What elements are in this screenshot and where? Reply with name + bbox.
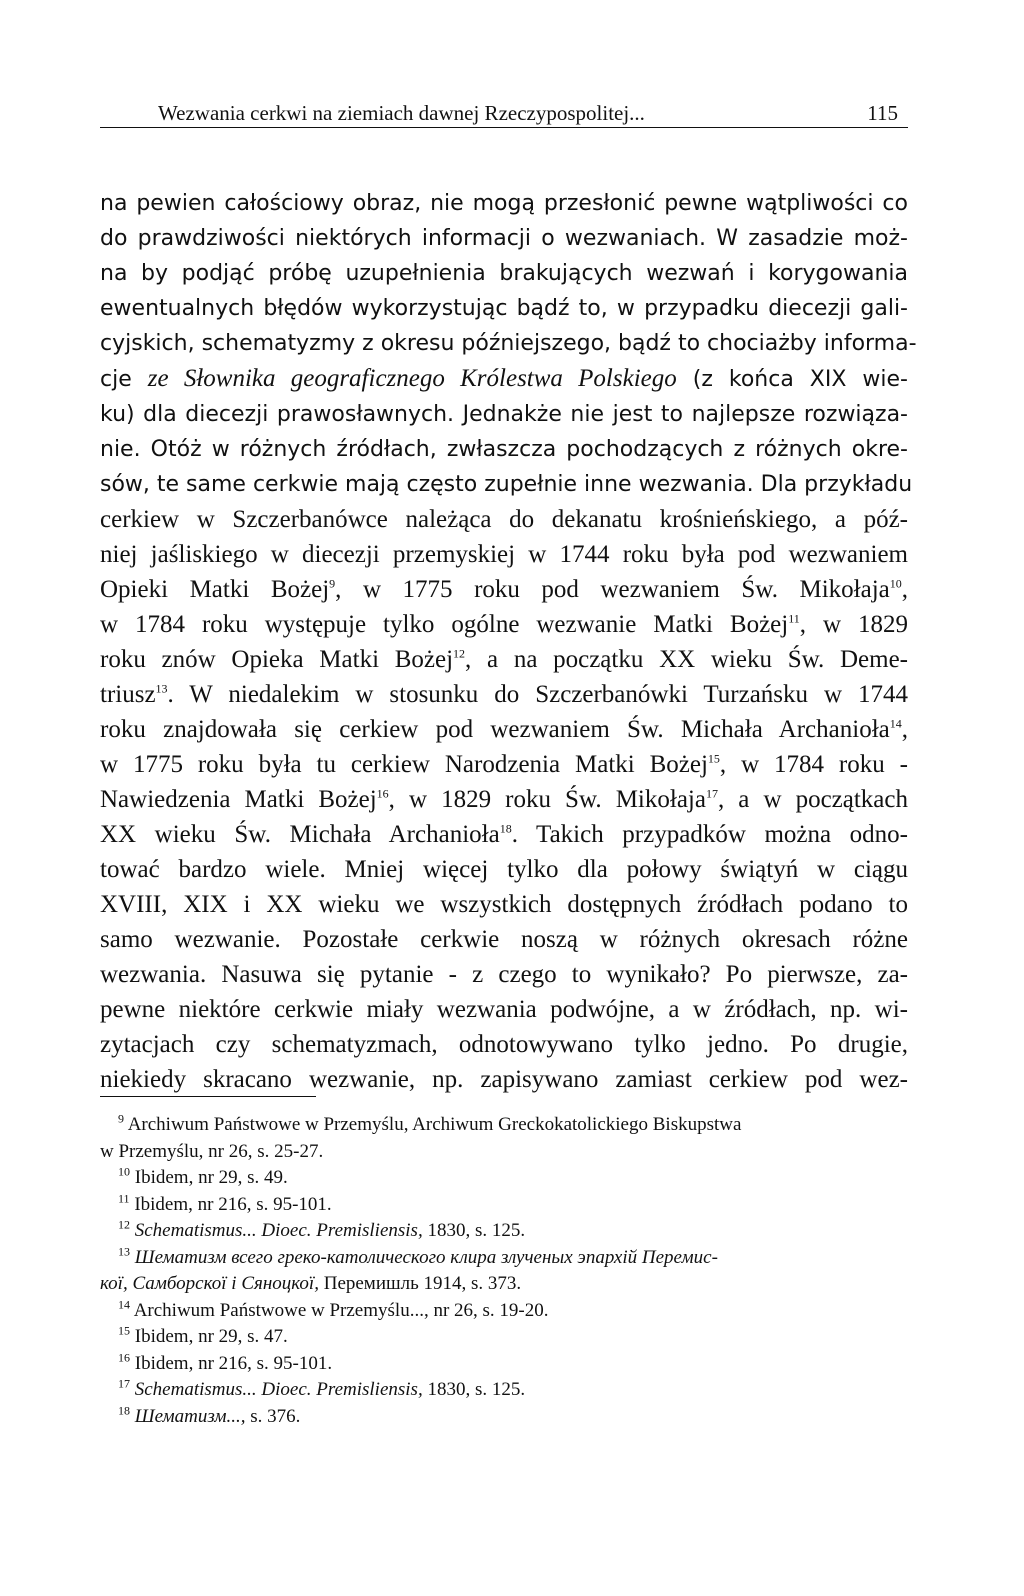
footnote-ref[interactable]: 18 (499, 821, 512, 836)
footnote-text: Ibidem, nr 216, s. 95-101. (134, 1193, 332, 1215)
footnote-text: Перемишль 1914, s. 373. (318, 1273, 522, 1294)
footnote-10 (100, 1165, 908, 1192)
body-line (100, 782, 908, 817)
body-line: tować bardzo wiele. Mniej więcej tylko dla połowy świątyń w ciągu (100, 856, 908, 883)
footnote-italic: кої, Самборскої і Сяноцкої, (100, 1273, 319, 1294)
body-line: niekiedy skracano wezwanie, np. zapisywano zamiast cerkiew pod wez- (100, 1066, 908, 1093)
footnote-ref[interactable]: 15 (707, 751, 720, 766)
running-header (100, 101, 908, 128)
page-number: 115 (867, 101, 898, 125)
body-line: ku) dla diecezji prawosławnych. Jednakże nie jest to najlepsze rozwiąza- (100, 402, 908, 427)
footnote-12 (100, 1218, 908, 1245)
footnote-17 (100, 1377, 908, 1404)
body-line: zytacjach czy schematyzmach, odnotowywano tylko jedno. Po drugie, (100, 1031, 908, 1058)
footnote-text: Archiwum Państwowe w Przemyślu..., nr 26, s. 19-20. (133, 1299, 549, 1321)
body-line (100, 747, 908, 782)
body-fragment: . W niedalekim w stosunku do Szczerbanówki Turzańsku w 1744 (167, 681, 908, 708)
footnote-text: Ibidem, nr 216, s. 95-101. (134, 1352, 333, 1374)
body-fragment: , a na początku XX wieku Św. Deme- (465, 646, 909, 673)
body-line: cyjskich, schematyzmy z okresu późniejszego, bądź to chociażby informa- (100, 331, 917, 356)
body-line: ewentualnych błędów wykorzystując bądź to, w przypadku diecezji gali- (100, 296, 908, 321)
body-line: nie. Otóż w różnych źródłach, zwłaszcza pochodzących z różnych okre- (100, 437, 908, 462)
body-line: sów, te same cerkwie mają często zupełnie inne wezwania. Dla przykładu (100, 472, 913, 497)
body-fragment: , w 1775 roku pod wezwaniem Św. Mikołaja (335, 576, 890, 603)
footnote-ref[interactable]: 17 (705, 786, 718, 801)
body-line (100, 572, 908, 607)
footnote-9 (100, 1112, 908, 1139)
footnote-ref[interactable]: 16 (376, 786, 389, 801)
footnote-text: 1830, s. 125. (422, 1220, 526, 1241)
body-fragment: XX wieku Św. Michała Archanioła (100, 821, 500, 848)
footnote-separator (100, 1096, 316, 1097)
body-line (100, 712, 908, 747)
footnote-9-cont: w Przemyślu, nr 26, s. 25-27. (100, 1140, 324, 1162)
footnote-ref[interactable]: 10 (889, 576, 902, 591)
footnote-15 (100, 1324, 908, 1351)
body-line: wezwania. Nasuwa się pytanie - z czego to wynikało? Po pierwsze, za- (100, 961, 908, 988)
running-title: Wezwania cerkwi na ziemiach dawnej Rzeczypospolitej... (158, 101, 645, 125)
footnote-ref[interactable]: 13 (155, 681, 168, 696)
body-line (100, 677, 908, 712)
footnote-ref[interactable]: 14 (889, 716, 902, 731)
body-line: niej jaśliskiego w diecezji przemyskiej w 1744 roku była pod wezwaniem (100, 541, 908, 568)
footnote-16 (100, 1351, 908, 1378)
footnote-italic: Шематизм..., (134, 1405, 246, 1427)
italic-title: ze Słownika geograficznego Królestwa Polskiego (147, 365, 677, 392)
body-line (100, 642, 908, 677)
body-line (100, 607, 908, 642)
body-fragment: , w 1829 roku Św. Mikołaja (388, 786, 706, 813)
body-line: na pewien całościowy obraz, nie mogą przesłonić pewne wątpliwości co (100, 191, 908, 216)
footnote-14 (100, 1298, 908, 1325)
footnote-text: 1830, s. 125. (422, 1379, 526, 1400)
body-fragment: Nawiedzenia Matki Bożej (100, 786, 377, 813)
footnote-number: 13 (118, 1244, 130, 1259)
body-fragment: , a w początkach (717, 786, 908, 813)
footnote-italic: Schematismus... Dioec. Premisliensis, (134, 1379, 423, 1400)
footnote-13 (100, 1245, 908, 1272)
footnote-text: s. 376. (245, 1405, 301, 1427)
footnote-text: Ibidem, nr 29, s. 49. (134, 1167, 288, 1188)
footnote-ref[interactable]: 9 (329, 576, 336, 591)
footnote-11 (100, 1192, 908, 1219)
footnote-number: 11 (118, 1191, 130, 1206)
footnote-text: Ibidem, nr 29, s. 47. (134, 1326, 288, 1347)
footnote-text: Archiwum Państwowe w Przemyślu, Archiwum Greckokatolickiego Biskupstwa (127, 1114, 742, 1135)
body-fragment: cje (100, 367, 148, 392)
footnote-number: 18 (118, 1403, 130, 1418)
footnote-13-cont (100, 1271, 908, 1298)
footnote-number: 16 (118, 1350, 130, 1365)
body-fragment: w 1775 roku była tu cerkiew Narodzenia Matki Bożej (100, 751, 708, 778)
footnote-italic: Schematismus... Dioec. Premisliensis, (134, 1220, 423, 1241)
body-line: do prawdziwości niektórych informacji o wezwaniach. W zasadzie moż- (100, 226, 908, 251)
body-fragment: , (901, 716, 908, 743)
body-fragment: , w 1784 roku - (719, 751, 908, 778)
body-fragment: w 1784 roku występuje tylko ogólne wezwanie Matki Bożej (100, 611, 789, 638)
footnote-number: 14 (118, 1297, 130, 1312)
footnote-ref[interactable]: 11 (788, 611, 800, 626)
body-text (100, 186, 917, 1097)
footnote-number: 17 (118, 1376, 130, 1391)
footnote-number: 12 (118, 1217, 130, 1232)
footnote-number: 9 (118, 1111, 124, 1126)
body-fragment: triusz (100, 681, 156, 708)
footnote-number: 15 (118, 1323, 130, 1338)
body-line: cerkiew w Szczerbanówce należąca do dekanatu krośnieńskiego, a póź- (100, 506, 908, 533)
body-line: samo wezwanie. Pozostałe cerkwie noszą w różnych okresach różne (100, 926, 908, 953)
body-line (100, 361, 908, 397)
footnote-number: 10 (118, 1164, 130, 1179)
body-fragment: , w 1829 (799, 611, 908, 638)
body-line: pewne niektóre cerkwie miały wezwania podwójne, a w źródłach, np. wi- (100, 996, 908, 1023)
body-fragment: , (901, 576, 909, 603)
body-line: na by podjąć próbę uzupełnienia brakujących wezwań i korygowania (100, 261, 908, 286)
footnote-18 (100, 1404, 908, 1431)
body-fragment: roku znajdowała się cerkiew pod wezwaniem Św. Michała Archanioła (100, 716, 890, 743)
body-line: XVIII, XIX i XX wieku we wszystkich dostępnych źródłach podano to (100, 891, 908, 918)
footnotes (100, 1112, 908, 1430)
body-fragment: roku znów Opieka Matki Bożej (100, 646, 454, 673)
body-fragment: (z końca XIX wie- (676, 367, 908, 392)
body-fragment: Opieki Matki Bożej (100, 576, 330, 603)
footnote-italic: Шематизм всего греко-католического клира злученых эпархій Перемис- (134, 1246, 718, 1268)
footnote-ref[interactable]: 12 (453, 646, 466, 661)
body-fragment: . Takich przypadków można odno- (511, 821, 908, 848)
body-line (100, 817, 908, 852)
